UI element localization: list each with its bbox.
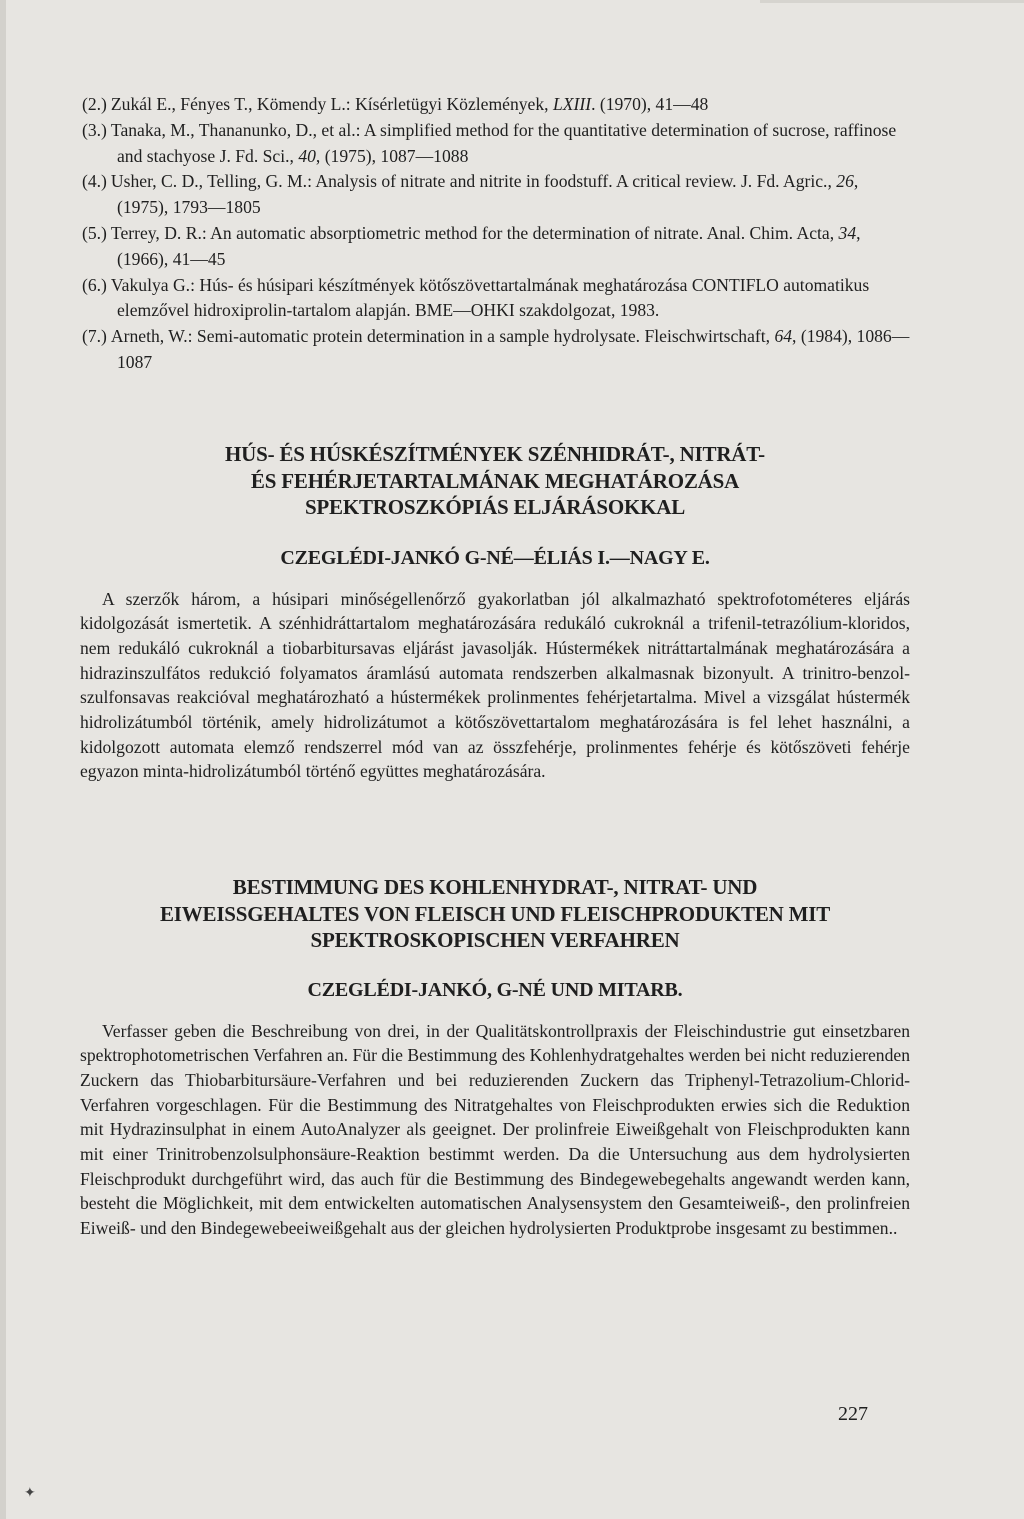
german-summary: [80, 874, 910, 1241]
hungarian-authors: CZEGLÉDI-JANKÓ G-NÉ—ÉLIÁS I.—NAGY E.: [280, 546, 710, 569]
reference-3: [82, 118, 910, 170]
reference-pages: , (1975), 1793—1805: [117, 171, 859, 218]
reference-number: (5.): [82, 222, 107, 243]
reference-number: (3.): [82, 119, 107, 140]
reference-pages: . (1970), 41—48: [591, 94, 709, 114]
hungarian-abstract: A szerzők három, a húsipari minőségellenőrző gyakorlatban jól alkalmazható spektrofotométeres eljárás kidolgozását ismertetik. A szénhidráttartalom meghatározására redukáló cukroknál a trifenil-tetrazólium-kloridos, nem redukáló cukroknál a tiobarbitursavas eljárást javasolják. Hústermékek nitráttartalmának meghatározására a hidrazinszulfátos redukció folyamatos áramlású automata rendszerben alkalmasnak bizonyult. A trinitro-benzol-szulfonsavas reakcióval meghatározható a hústermékek prolinmentes fehérjetartalma. Mivel a vizsgálat hústermék hidrolizátumból történik, amely hidrolizátumot a kötőszövettartalom meghatározására is fel lehet használni, a kidolgozott automata elemző rendszerrel mód van az összfehérje, prolinmentes fehérje és kötőszöveti fehérje egyazon minta-hidrolizátumból történő együttes meghatározására.: [80, 588, 910, 782]
corner-mark: ✦: [24, 1486, 36, 1501]
reference-2: [82, 92, 910, 118]
reference-pages: , (1984), 1086—1087: [117, 326, 910, 372]
reference-5: [82, 221, 910, 273]
german-authors: CZEGLÉDI-JANKÓ, G-NÉ UND MITARB.: [307, 978, 683, 1001]
reference-4: [82, 169, 910, 221]
reference-volume: LXIII: [552, 94, 592, 114]
reference-volume: 64: [774, 326, 793, 347]
reference-number: (6.): [82, 274, 107, 295]
reference-pages: , (1975), 1087—1088: [315, 145, 469, 166]
title-line: BESTIMMUNG DES KOHLENHYDRAT-, NITRAT- UND: [232, 875, 758, 899]
reference-text: Terrey, D. R.: An automatic absorptiometric method for the determination of nitrate. Anal. Chim. Acta,: [110, 222, 839, 243]
hungarian-summary: [80, 441, 910, 784]
title-line: EIWEISSGEHALTES VON FLEISCH UND FLEISCHPRODUKTEN MIT: [159, 901, 831, 926]
title-line: ÉS FEHÉRJETARTALMÁNAK MEGHATÁROZÁSA: [250, 468, 740, 493]
reference-number: (2.): [82, 94, 107, 114]
reference-volume: 26: [836, 171, 854, 192]
page-top-edge: [760, 0, 1024, 3]
reference-text: Vakulya G.: Hús- és húsipari készítmények kötőszövettartalmának meghatározása CONTIFLO automatikus elemzővel hidroxiprolin-tartalom alapján. BME—OHKI szakdolgozat, 1983.: [110, 274, 870, 321]
reference-text: Arneth, W.: Semi-automatic protein determination in a sample hydrolysate. Fleischwirtschaft,: [110, 326, 775, 347]
reference-text: Tanaka, M., Thananunko, D., et al.: A simplified method for the quantitative determination of sucrose, raffinose and stachyose J. Fd. Sci.,: [110, 119, 897, 166]
page-left-edge: [0, 0, 6, 1519]
reference-number: (4.): [82, 171, 107, 192]
reference-list: [82, 92, 910, 376]
reference-volume: 40: [298, 145, 316, 166]
hungarian-title: [80, 441, 910, 521]
reference-7: [82, 324, 910, 376]
title-line: HÚS- ÉS HÚSKÉSZÍTMÉNYEK SZÉNHIDRÁT-, NITRÁT-: [225, 442, 765, 466]
title-line: SPEKTROSKOPISCHEN VERFAHREN: [310, 928, 680, 952]
reference-pages: , (1966), 41—45: [117, 222, 861, 269]
german-abstract: Verfasser geben die Beschreibung von drei, in der Qualitätskontrollpraxis der Fleischindustrie gut einsetzbaren spektrophotometrischen Verfahren an. Für die Bestimmung des Kohlenhydratgehaltes werden bei nicht reduzierenden Zuckern das Thiobarbitursäure-Verfahren und bei reduzierenden Zuckern das Triphenyl-Tetrazolium-Chlorid-Verfahren vorgeschlagen. Für die Bestimmung des Nitratgehaltes von Fleischprodukten erwies sich die Reduktion mit Hydrazinsulphat in einem AutoAnalyzer als geeignet. Der prolinfreie Eiweißgehalt von Fleischprodukten kann mit einer Trinitrobenzolsulphonsäure-Reaktion bestimmt werden. Da die Untersuchung aus dem hydrolysierten Fleischprodukt durchgeführt wird, das auch für die Bestimmung des Bindegewebegehalts angewandt werden kann, besteht die Möglichkeit, mit dem entwickelten automatischen Analysensystem den Gesamteiweiß-, den prolinfreien Eiweiß- und den Bindegewebeeiweißgehalt aus der gleichen hydrolysierten Produktprobe insgesamt zu bestimmen..: [80, 1020, 910, 1239]
german-title: [80, 874, 910, 954]
title-line: SPEKTROSZKÓPIÁS ELJÁRÁSOKKAL: [304, 495, 686, 519]
reference-6: [82, 273, 910, 325]
reference-text: Zukál E., Fényes T., Kömendy L.: Kísérletügyi Közlemények,: [110, 94, 553, 114]
reference-volume: 34: [838, 222, 857, 243]
reference-number: (7.): [82, 326, 107, 347]
page-number: 227: [838, 1403, 868, 1425]
reference-text: Usher, C. D., Telling, G. M.: Analysis of nitrate and nitrite in foodstuff. A critical review. J. Fd. Agric.,: [110, 171, 837, 192]
